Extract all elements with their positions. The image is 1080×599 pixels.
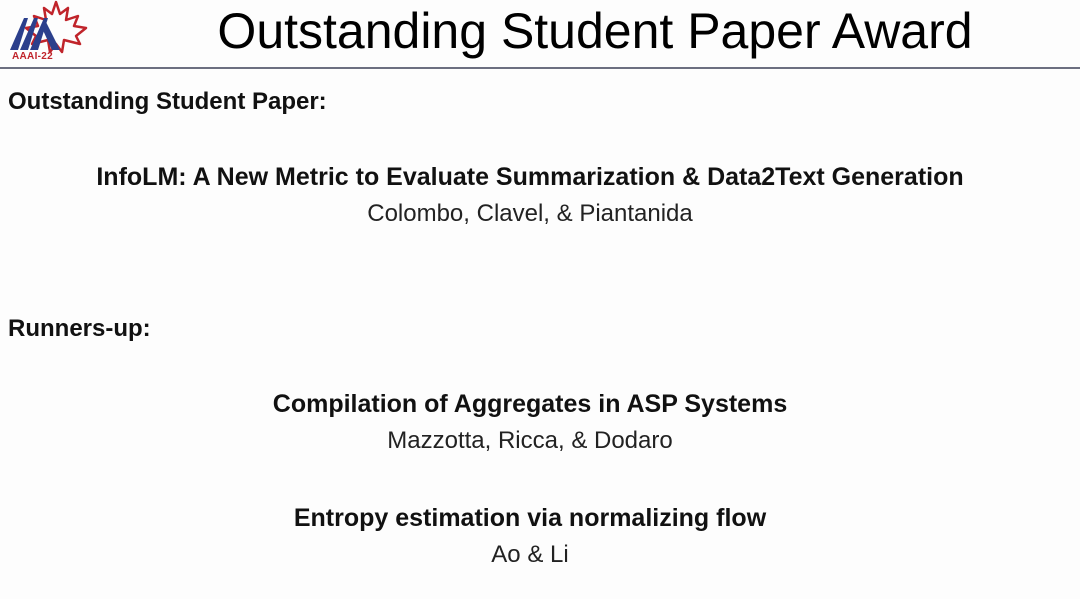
- runners-up-section-label: Runners-up:: [8, 315, 151, 342]
- paper-authors: Mazzotta, Ricca, & Dodaro: [387, 427, 673, 454]
- runner-up-paper-2: [0, 503, 1060, 570]
- winner-paper: [0, 162, 1060, 229]
- paper-title: Compilation of Aggregates in ASP Systems: [272, 390, 788, 418]
- paper-title: InfoLM: A New Metric to Evaluate Summarization & Data2Text Generation: [96, 163, 964, 191]
- paper-authors: Colombo, Clavel, & Piantanida: [367, 200, 693, 227]
- paper-title: Entropy estimation via normalizing flow: [293, 504, 767, 532]
- logo-text: AAAI-22: [12, 51, 53, 62]
- paper-authors: Ao & Li: [491, 541, 569, 568]
- header-divider: [0, 67, 1080, 69]
- runner-up-paper-1: [0, 389, 1060, 456]
- winner-section-label: Outstanding Student Paper:: [8, 88, 327, 115]
- slide-title: Outstanding Student Paper Award: [217, 3, 973, 59]
